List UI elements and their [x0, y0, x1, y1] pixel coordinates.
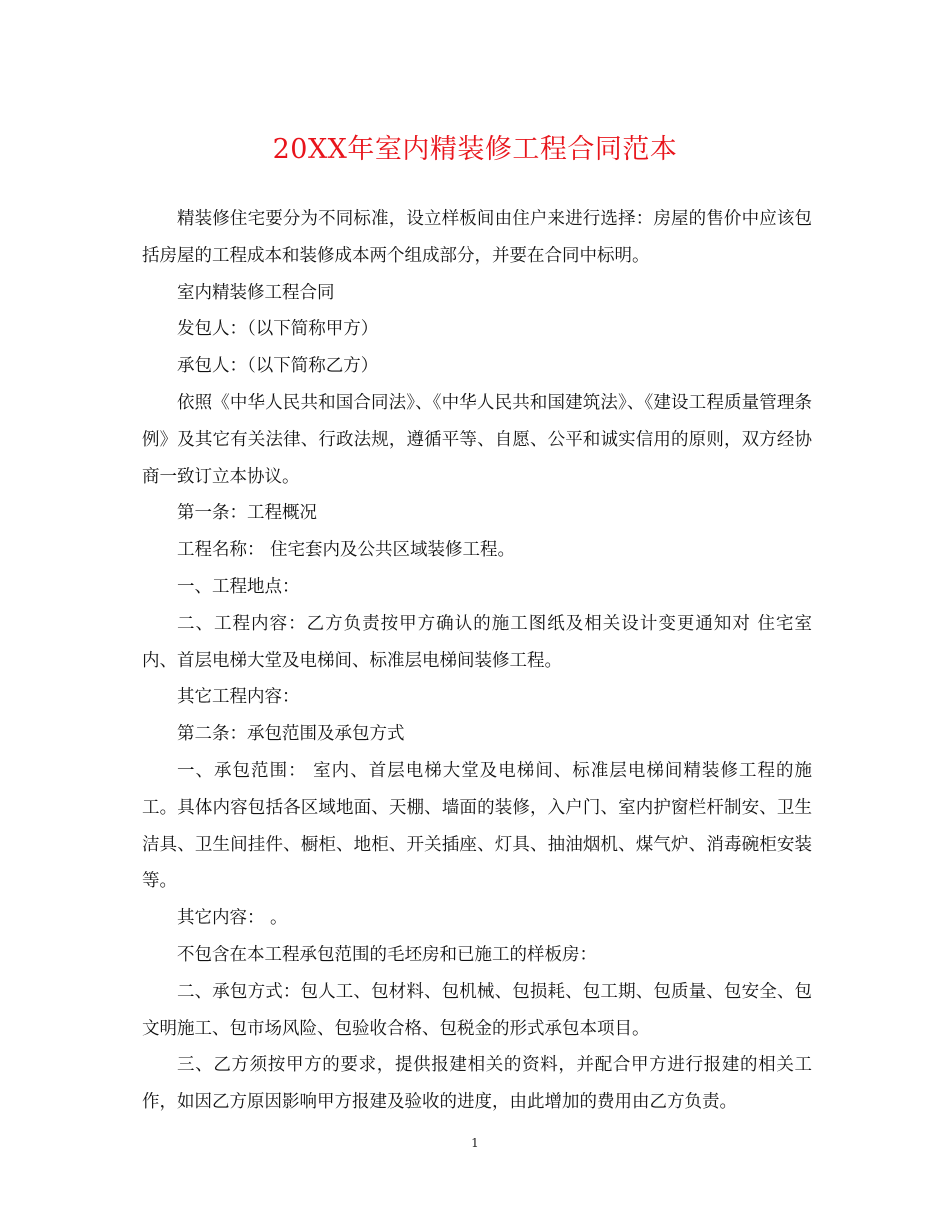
paragraph-article-2-heading: 第二条：承包范围及承包方式	[177, 724, 405, 745]
paragraph-project-location: 一、工程地点：	[177, 576, 300, 597]
paragraph-party-b: 承包人：（以下简称乙方）	[177, 356, 379, 377]
document-body	[142, 201, 812, 1121]
paragraph-intro: 精装修住宅要分为不同标准，设立样板间由住户来进行选择：房屋的售价中应该包括房屋的工程成本和装修成本两个组成部分，并要在合同中标明。	[142, 209, 812, 266]
paragraph-contract-name: 室内精装修工程合同	[177, 282, 335, 303]
document-title: 20XX年室内精装修工程合同范本	[272, 134, 678, 165]
paragraph-permit-requirements: 三、乙方须按甲方的要求，提供报建相关的资料，并配合甲方进行报建的相关工作，如因乙方原因影响甲方报建及验收的进度，由此增加的费用由乙方负责。	[142, 1055, 812, 1113]
paragraph-exclusions: 不包含在本工程承包范围的毛坯房和已施工的样板房：	[177, 944, 597, 965]
paragraph-scope: 一、承包范围： 室内、首层电梯大堂及电梯间、标准层电梯间精装修工程的施工。具体内容包括各区域地面、天棚、墙面的装修，入户门、室内护窗栏杆制安、卫生洁具、卫生间挂件、橱柜、地柜、开关插座、灯具、抽油烟机、煤气炉、消毒碗柜安装等。	[142, 760, 812, 892]
page-number: 1	[471, 1136, 479, 1150]
paragraph-article-1-heading: 第一条：工程概况	[177, 503, 317, 524]
paragraph-project-content: 二、工程内容：乙方负责按甲方确认的施工图纸及相关设计变更通知对 住宅室内、首层电梯大堂及电梯间、标准层电梯间装修工程。	[142, 613, 812, 671]
paragraph-party-a: 发包人：（以下简称甲方）	[177, 319, 379, 340]
paragraph-other-content: 其它内容： 。	[177, 908, 288, 929]
paragraph-contract-method: 二、承包方式：包人工、包材料、包机械、包损耗、包工期、包质量、包安全、包文明施工、包市场风险、包验收合格、包税金的形式承包本项目。	[142, 981, 812, 1039]
paragraph-legal-basis: 依照《中华人民共和国合同法》、《中华人民共和国建筑法》、《建设工程质量管理条例》及其它有关法律、行政法规，遵循平等、自愿、公平和诚实信用的原则，双方经协商一致订立本协议。	[142, 392, 812, 487]
paragraph-other-project-content: 其它工程内容：	[177, 687, 300, 708]
paragraph-project-name: 工程名称： 住宅套内及公共区域装修工程。	[177, 540, 516, 561]
